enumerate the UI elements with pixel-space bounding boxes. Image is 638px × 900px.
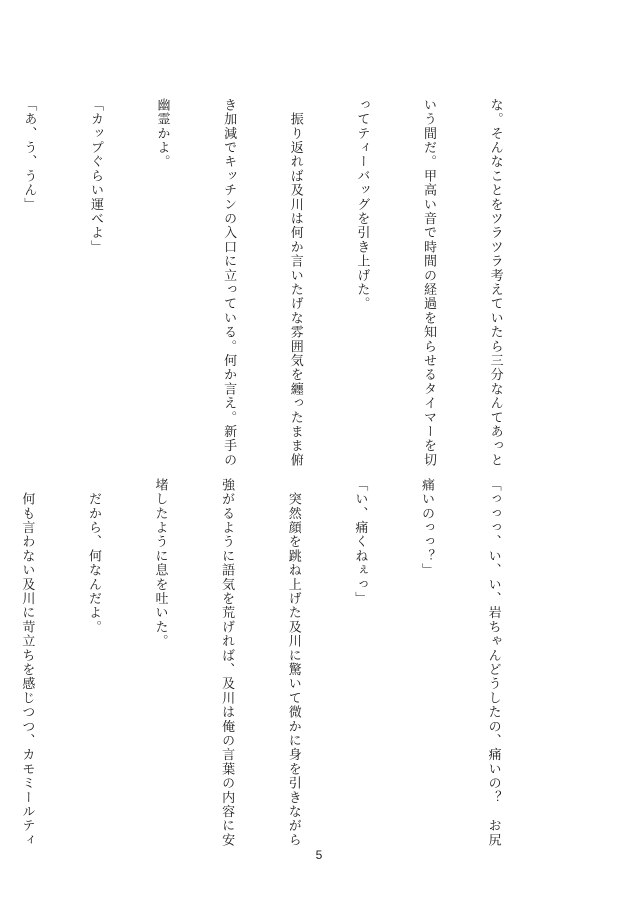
text-line: 強がるように語気を荒げれば、及川は俺の言葉の内容に安 — [219, 478, 235, 848]
text-line: いう間だ。甲高い音で時間の経過を知らせるタイマーを切 — [420, 98, 436, 468]
text-line: 「っっっ、い、い、岩ちゃんどうしたの、痛いの？ お尻 — [485, 478, 501, 848]
text-line: 振り返れば及川は何か言いたげな雰囲気を纏ったまま俯 — [287, 98, 303, 468]
text-line: 幽霊かよ。 — [154, 98, 170, 169]
text-line: ってティーバッグを引き上げた。 — [354, 98, 370, 311]
text-line: 何も言わない及川に苛立ちを感じつつ、カモミールティ — [19, 478, 35, 848]
text-line: 「い、痛くねぇっ」 — [352, 478, 368, 606]
text-line: 堵したように息を吐いた。 — [152, 478, 168, 649]
text-block-lower — [19, 478, 548, 848]
text-line: な。そんなことをツラツラ考えていたら三分なんてあっと — [487, 98, 503, 468]
text-line: 痛いのっっ？」 — [418, 478, 434, 578]
text-line: 突然顔を跳ね上げた及川に驚いて微かに身を引きながら — [285, 478, 301, 848]
text-block-upper — [21, 98, 550, 478]
text-line: 「あ、う、うん」 — [21, 98, 37, 212]
text-line: き加減でキッチンの入口に立っている。何か言え。新手の — [221, 98, 237, 468]
text-line: だから、何なんだよ。 — [85, 478, 101, 635]
page-number: 5 — [315, 848, 323, 862]
text-line: 「カップぐらい運べよ」 — [87, 98, 103, 255]
